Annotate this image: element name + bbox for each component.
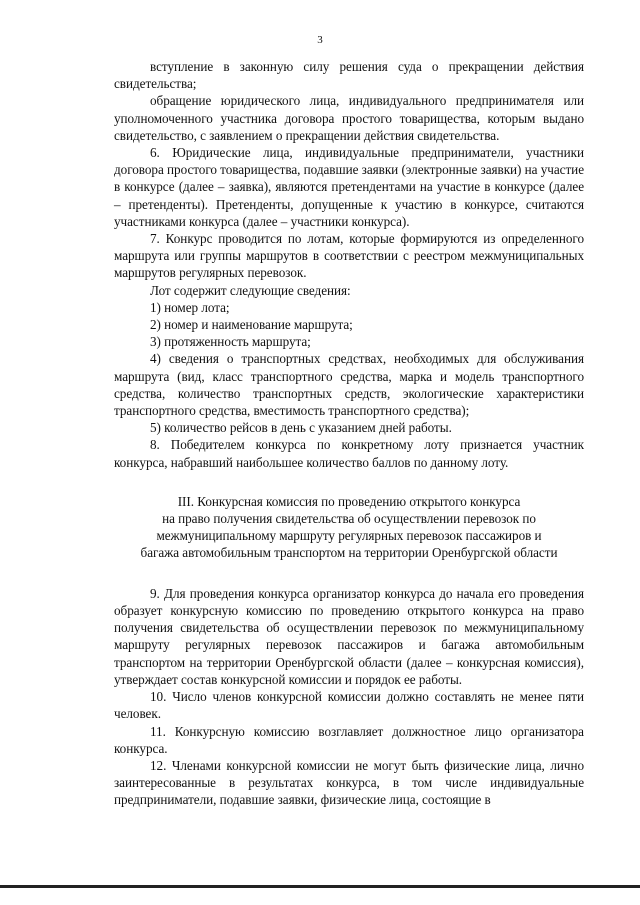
paragraph: 9. Для проведения конкурса организатор конкурса до начала его проведения образует конкурсную комиссию по проведению открытого конкурса на право получения свидетельства об осуществлении перевозок по межмуниципальному маршруту регулярных перевозок пассажиров и багажа автомобильным транспортом на территории Оренбургской области (далее – конкурсная комиссия), утверждает состав конкурсной комиссии и порядок ее работы. [114,585,584,687]
section-heading-line: межмуниципальному маршруту регулярных перевозок пассажиров и [156,527,542,543]
paragraph: 11. Конкурсную комиссию возглавляет должностное лицо организатора конкурса. [114,723,584,756]
paragraph: 12. Членами конкурсной комиссии не могут быть физические лица, лично заинтересованные в результатах конкурса, в том числе индивидуальные предприниматели, подавшие заявки, физические лица, состоящие в [114,757,584,808]
page-bottom-border [0,885,640,888]
paragraph: 10. Число членов конкурсной комиссии должно составлять не менее пяти человек. [114,689,584,722]
paragraph: 8. Победителем конкурса по конкретному лоту признается участник конкурса, набравший наибольшее количество баллов по данному лоту. [114,437,584,470]
document-body [114,58,584,809]
list-item: 5) количество рейсов в день с указанием дней работы. [150,420,452,436]
page-number: 3 [317,34,323,46]
list-item: 2) номер и наименование маршрута; [150,317,353,333]
section-heading-line: багажа автомобильным транспортом на территории Оренбургской области [140,544,558,560]
section-heading-line: III. Конкурсная комиссия по проведению открытого конкурса [177,493,521,509]
list-item: 1) номер лота; [150,299,230,315]
paragraph: Лот содержит следующие сведения: [150,282,351,298]
paragraph: 7. Конкурс проводится по лотам, которые формируются из определенного маршрута или группы маршрутов в соответствии с реестром межмуниципальных маршрутов регулярных перевозок. [114,231,584,281]
paragraph: 6. Юридические лица, индивидуальные предприниматели, участники договора простого товарищества, подавшие заявки (электронные заявки) на участие в конкурсе (далее – заявка), являются претендентами на участие в конкурсе (далее – претенденты). Претенденты, допущенные к участию в конкурсе, считаются участниками конкурса (далее – участники конкурса). [114,145,584,229]
paragraph: обращение юридического лица, индивидуального предпринимателя или уполномоченного участника договора простого товарищества, которым выдано свидетельство, с заявлением о прекращении действия свидетельства. [114,93,584,143]
list-item: 4) сведения о транспортных средствах, необходимых для обслуживания маршрута (вид, класс транспортного средства, марка и модель транспортного средства, количество транспортных средств, экологические характеристики транспортного средства, вместимость транспортного средства); [114,351,584,419]
section-heading [114,493,584,561]
paragraph: вступление в законную силу решения суда о прекращении действия свидетельства; [114,59,584,92]
list-item: 3) протяженность маршрута; [150,334,311,350]
section-heading-line: на право получения свидетельства об осуществлении перевозок по [162,510,536,526]
